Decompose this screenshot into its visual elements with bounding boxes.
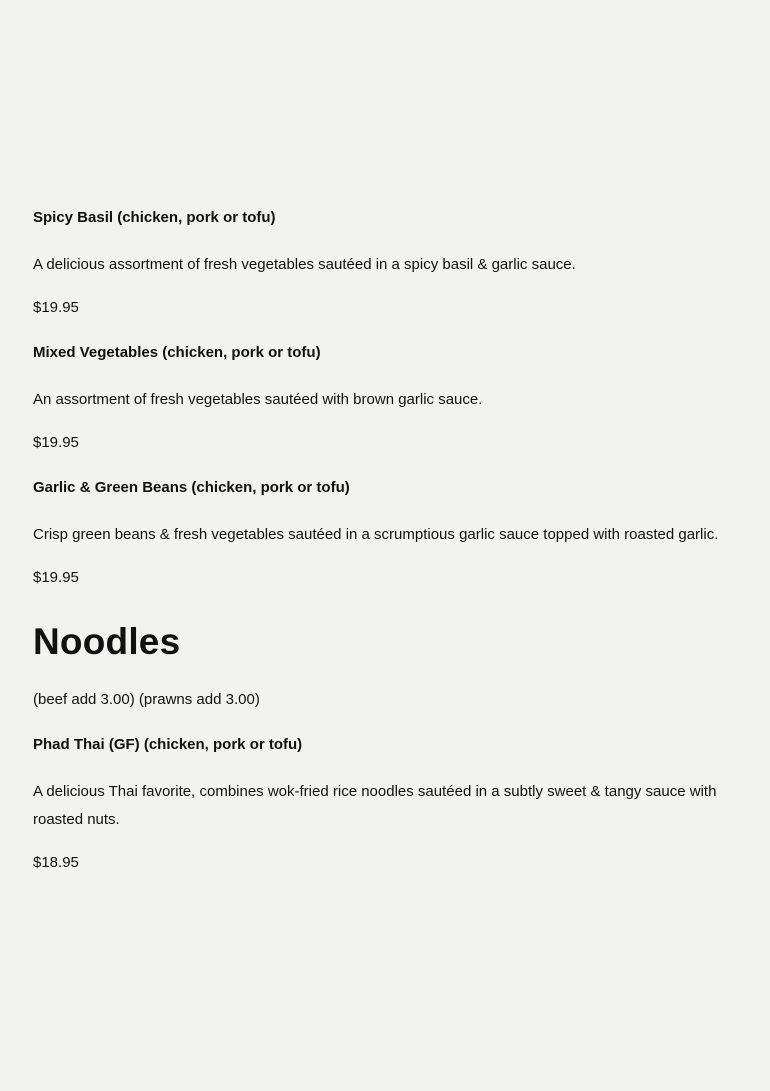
- item-description: Crisp green beans & fresh vegetables sautéed in a scrumptious garlic sauce topped with roasted garlic.: [33, 526, 719, 543]
- item-description: A delicious assortment of fresh vegetables sautéed in a spicy basil & garlic sauce.: [33, 256, 576, 273]
- menu-item: [33, 206, 745, 320]
- item-name: Mixed Vegetables (chicken, pork or tofu): [33, 344, 321, 361]
- item-price: $18.95: [33, 854, 79, 871]
- section-title-noodles: Noodles: [33, 621, 181, 662]
- item-description: A delicious Thai favorite, combines wok-fried rice noodles sautéed in a subtly sweet & tangy sauce with roasted nuts.: [33, 783, 717, 828]
- menu-item: [33, 341, 745, 455]
- item-name: Spicy Basil (chicken, pork or tofu): [33, 209, 276, 226]
- section-note: (beef add 3.00) (prawns add 3.00): [33, 691, 260, 708]
- item-price: $19.95: [33, 434, 79, 451]
- menu-content: [33, 206, 745, 896]
- menu-item: [33, 476, 745, 590]
- item-name: Garlic & Green Beans (chicken, pork or tofu): [33, 479, 350, 496]
- item-price: $19.95: [33, 299, 79, 316]
- item-price: $19.95: [33, 569, 79, 586]
- menu-item: [33, 733, 745, 875]
- item-description: An assortment of fresh vegetables sautéed with brown garlic sauce.: [33, 391, 483, 408]
- item-name: Phad Thai (GF) (chicken, pork or tofu): [33, 736, 303, 753]
